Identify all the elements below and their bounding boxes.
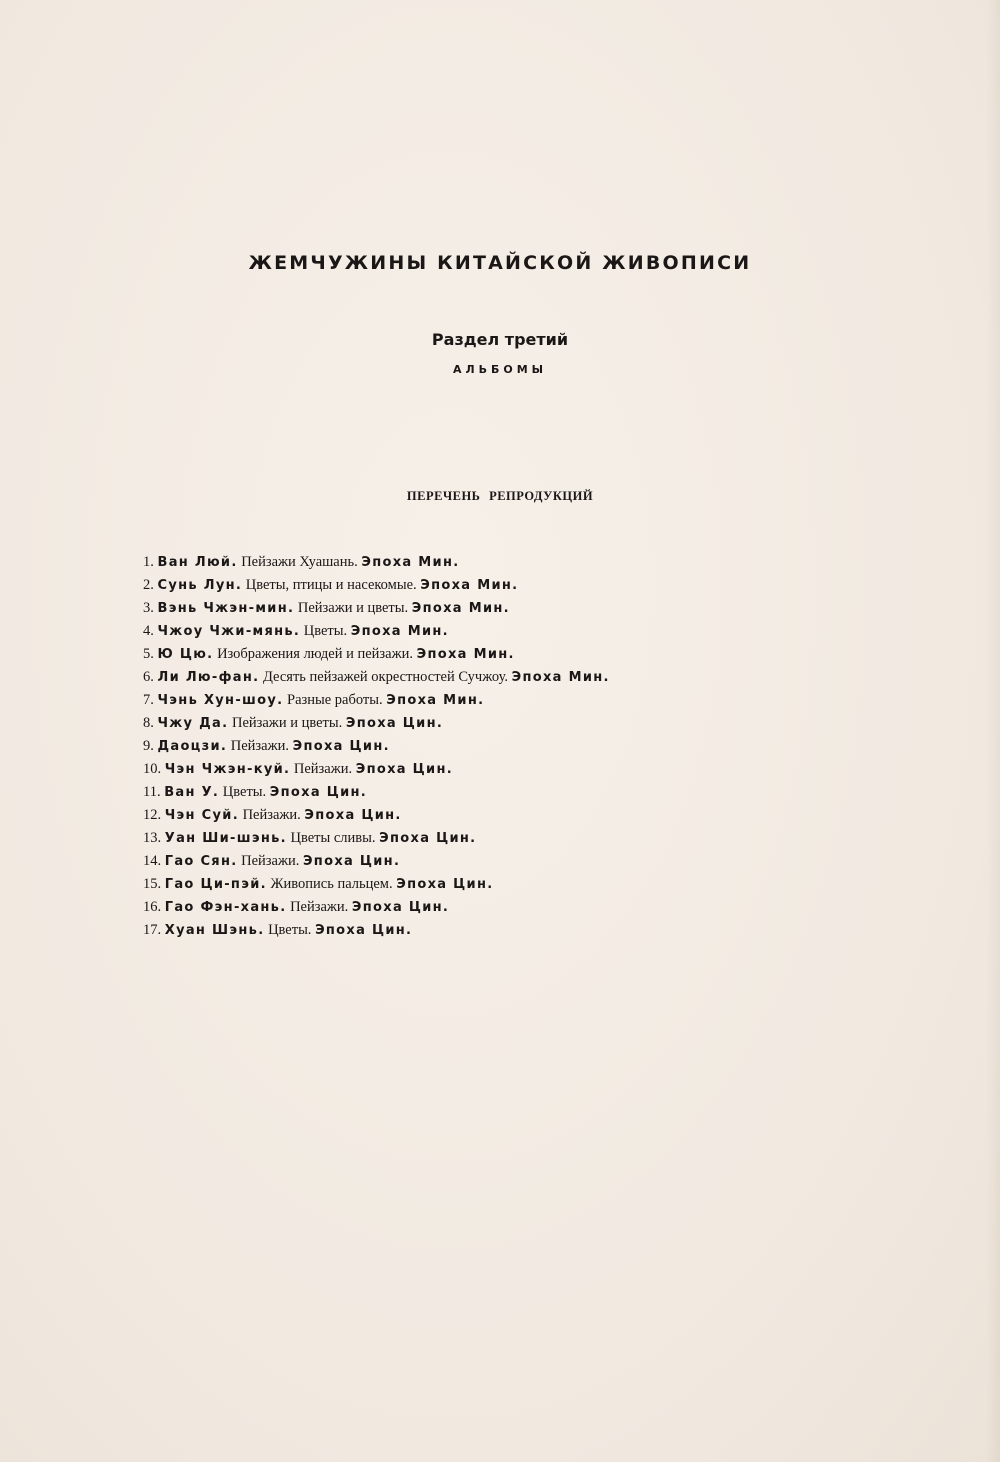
item-work: Пейзажи. <box>290 899 349 915</box>
item-epoch: Эпоха Цин. <box>355 762 453 777</box>
item-epoch: Эпоха Цин. <box>351 900 450 915</box>
item-work: Цветы сливы. <box>290 830 376 846</box>
item-work: Цветы. <box>268 922 312 938</box>
item-artist: Чжоу Чжи-мянь. <box>157 624 301 639</box>
item-number: 2. <box>143 577 154 593</box>
item-epoch: Эпоха Цин. <box>345 716 444 731</box>
item-artist: Вэнь Чжэн-мин. <box>157 601 295 616</box>
item-number: 1. <box>143 554 154 570</box>
item-epoch: Эпоха Мин. <box>511 670 610 685</box>
item-work: Разные работы. <box>287 692 383 708</box>
item-artist: Гао Фэн-хань. <box>164 900 287 915</box>
item-artist: Гао Ци-пэй. <box>164 877 267 892</box>
list-heading: ПЕРЕЧЕНЬ РЕПРОДУКЦИЙ <box>406 489 594 503</box>
item-number: 8. <box>143 715 154 731</box>
item-artist: Ван Люй. <box>157 555 238 570</box>
item-epoch: Эпоха Мин. <box>411 601 510 616</box>
item-artist: Ван У. <box>164 785 220 800</box>
item-epoch: Эпоха Цин. <box>304 808 402 823</box>
list-item <box>143 873 610 896</box>
item-artist: Чэн Суй. <box>164 808 239 823</box>
list-item <box>143 827 610 850</box>
item-epoch: Эпоха Цин. <box>269 785 368 800</box>
item-artist: Чэн Чжэн-куй. <box>164 762 291 777</box>
item-artist: Гао Сян. <box>164 854 238 869</box>
item-number: 15. <box>143 876 162 892</box>
item-work: Цветы, птицы и насекомые. <box>245 577 417 593</box>
item-number: 17. <box>143 922 162 938</box>
item-epoch: Эпоха Мин. <box>416 647 515 662</box>
list-item <box>143 919 610 942</box>
item-number: 5. <box>143 646 154 662</box>
item-artist: Ли Лю-фан. <box>157 670 260 685</box>
item-work: Живопись пальцем. <box>270 876 393 892</box>
item-artist: Чжу Да. <box>157 716 229 731</box>
list-item <box>143 781 610 804</box>
item-work: Пейзажи. <box>230 738 289 754</box>
list-item <box>143 597 610 620</box>
item-epoch: Эпоха Цин. <box>292 739 390 754</box>
item-epoch: Эпоха Мин. <box>420 578 519 593</box>
item-work: Пейзажи Хуашань. <box>241 554 358 570</box>
item-epoch: Эпоха Цин. <box>302 854 401 869</box>
item-work: Десять пейзажей окрестностей Сучжоу. <box>262 669 509 685</box>
item-work: Цветы. <box>222 784 267 800</box>
list-item <box>143 643 610 666</box>
item-work: Пейзажи и цветы. <box>231 715 343 731</box>
list-item <box>143 804 610 827</box>
reproductions-list <box>143 551 610 942</box>
item-artist: Чэнь Хун-шоу. <box>157 693 284 708</box>
list-item <box>143 758 610 781</box>
item-work: Пейзажи. <box>241 853 300 869</box>
page-title: ЖЕМЧУЖИНЫ КИТАЙСКОЙ ЖИВОПИСИ <box>248 252 752 274</box>
item-epoch: Эпоха Мин. <box>386 693 485 708</box>
list-item <box>143 735 610 758</box>
list-item <box>143 712 610 735</box>
item-number: 16. <box>143 899 162 915</box>
item-epoch: Эпоха Цин. <box>379 831 477 846</box>
list-item <box>143 689 610 712</box>
item-number: 11. <box>143 784 161 800</box>
item-epoch: Эпоха Мин. <box>350 624 449 639</box>
list-item <box>143 850 610 873</box>
item-number: 3. <box>143 600 154 616</box>
section-heading: Раздел третий <box>431 330 569 349</box>
item-epoch: Эпоха Цин. <box>396 877 494 892</box>
item-artist: Ю Цю. <box>157 647 214 662</box>
item-epoch: Эпоха Мин. <box>361 555 460 570</box>
list-item <box>143 896 610 919</box>
item-work: Пейзажи и цветы. <box>297 600 409 616</box>
item-number: 4. <box>143 623 154 639</box>
item-number: 12. <box>143 807 162 823</box>
item-number: 10. <box>143 761 162 777</box>
list-item <box>143 666 610 689</box>
page-edge-shadow <box>986 0 1000 1462</box>
item-number: 9. <box>143 738 154 754</box>
list-item <box>143 620 610 643</box>
subsection-heading: АЛЬБОМЫ <box>452 363 548 376</box>
list-item <box>143 574 610 597</box>
item-epoch: Эпоха Цин. <box>315 923 413 938</box>
item-work: Цветы. <box>303 623 348 639</box>
item-number: 6. <box>143 669 154 685</box>
list-item <box>143 551 610 574</box>
item-artist: Сунь Лун. <box>157 578 243 593</box>
item-number: 13. <box>143 830 162 846</box>
item-artist: Даоцзи. <box>157 739 228 754</box>
item-artist: Уан Ши-шэнь. <box>164 831 287 846</box>
item-artist: Хуан Шэнь. <box>164 923 265 938</box>
item-work: Пейзажи. <box>242 807 301 823</box>
item-work: Изображения людей и пейзажи. <box>217 646 414 662</box>
item-number: 7. <box>143 692 154 708</box>
item-number: 14. <box>143 853 162 869</box>
item-work: Пейзажи. <box>293 761 353 777</box>
